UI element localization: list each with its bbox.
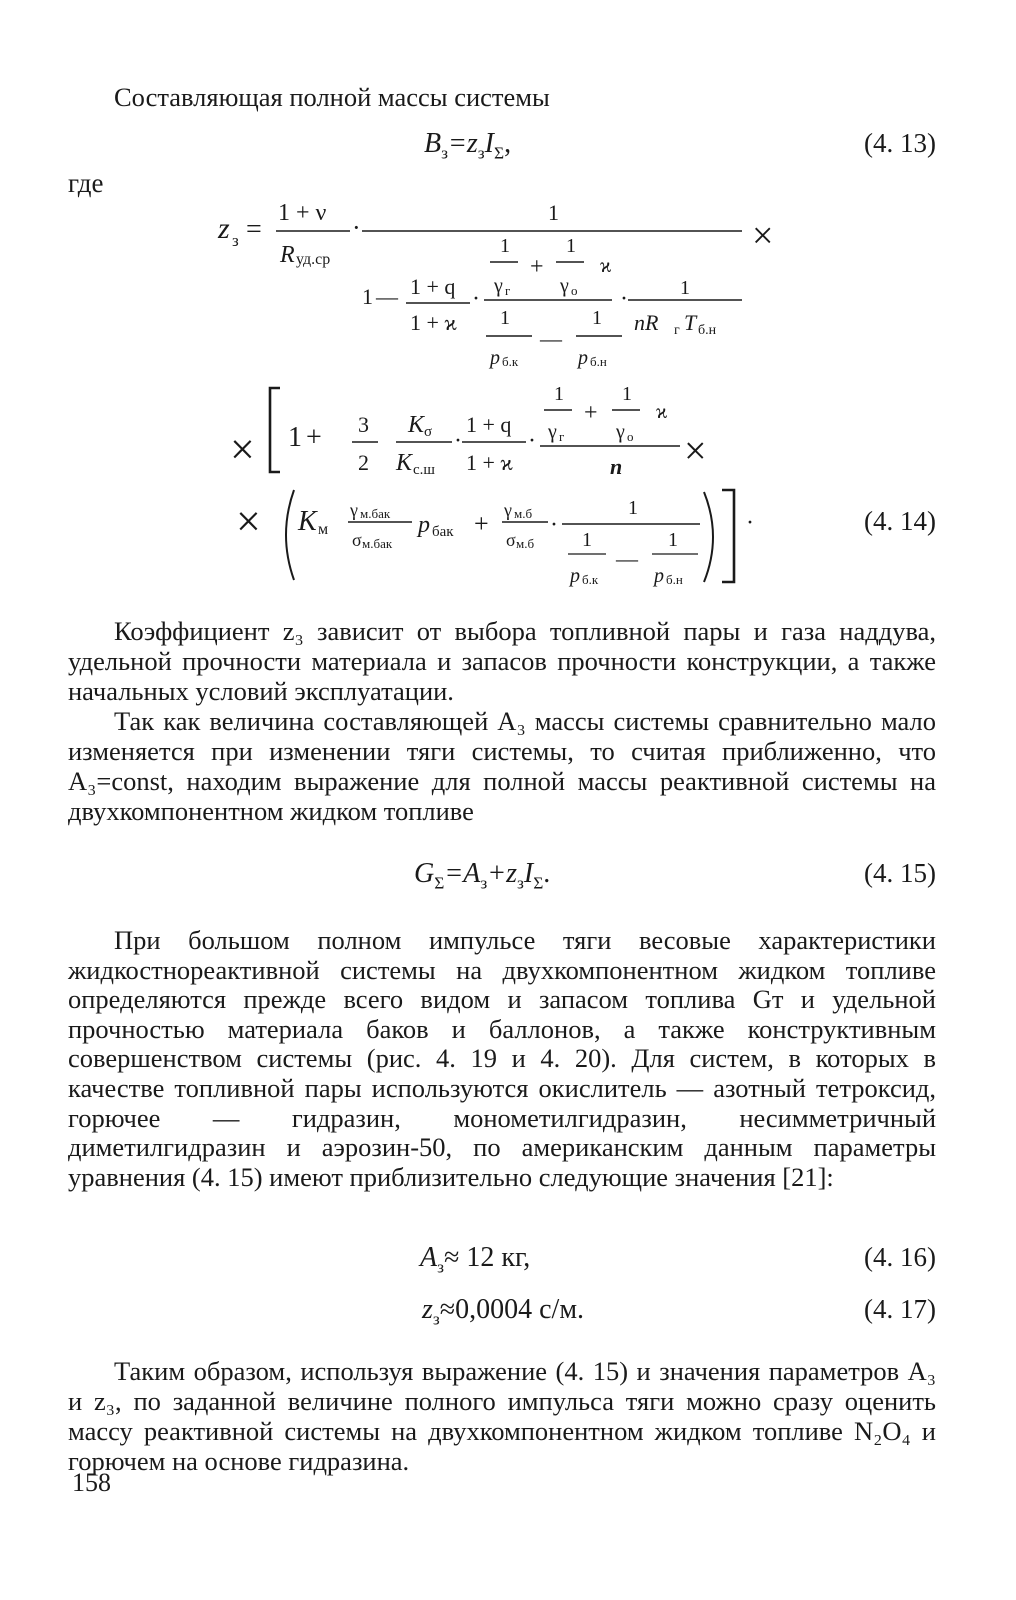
one-g: 1: [288, 422, 302, 453]
gamma-o-a: γ: [560, 275, 569, 297]
big-numerator-one: 1: [548, 200, 559, 225]
gamma-o-b: γ: [616, 421, 625, 443]
sigma-m-bak: σ: [352, 530, 362, 550]
times-2: ×: [230, 425, 255, 474]
gamma-m-b: γ: [504, 500, 512, 520]
dot-f: ·: [550, 512, 558, 538]
nR-sub: г: [674, 323, 680, 338]
intro-line: Составляющая полной массы системы: [114, 82, 550, 112]
one-e: 1: [500, 307, 510, 329]
minus-c: —: [616, 546, 638, 571]
gamma-m-b-sub: м.б: [514, 506, 533, 521]
gamma-m-bak-sub: м.бак: [360, 506, 391, 521]
equation-number-4-14: (4. 14): [864, 506, 936, 536]
n: n: [610, 454, 623, 479]
equation-number-4-13: (4. 13): [864, 128, 936, 158]
one-f: 1: [592, 307, 602, 329]
gamma-g-b: γ: [548, 421, 557, 443]
p-bk-sub-b: б.к: [582, 572, 599, 587]
sub-R: уд.ср: [296, 251, 331, 268]
times-3: ×: [684, 428, 707, 473]
symbol-R: R: [280, 242, 295, 268]
two: 2: [358, 450, 369, 475]
one-i: 1: [622, 383, 632, 405]
dot-e: ·: [528, 428, 536, 454]
paragraph-3: При большом полном импульсе тяги весовые характеристики жидкостнореактивной системы на двухкомпонентном жидком топливе определяются прежде всего видом и запасом топлива Gт и удельной прочностью материала баков и баллонов, а также конструктивным совершенством системы (рис. 4. 19 и 4. 20). Для систем, в которых в качестве топливной пары используются окислитель — азотный тетроксид, горючее — гидразин, монометилгидразин, несимметричный диметилгидразин и аэрозин-50, по американским данным параметры уравнения (4. 15) имеют приблизительно следующие значения [21]:: [68, 925, 936, 1192]
paragraph-2: Так как величина составляющей A₃ массы системы сравнительно мало изменяется при изменении тяги системы, то считая приближенно, что A₃=const, находим выражение для полной массы реактивной системы на двухкомпонентном жидком топливе: [68, 706, 936, 826]
one-c: 1: [362, 284, 373, 309]
gamma-g-sub-b: г: [559, 429, 565, 444]
one-plus-kappa: 1 + ϰ: [410, 310, 457, 335]
equation-number-4-17: (4. 17): [864, 1294, 936, 1324]
one-h: 1: [554, 383, 564, 405]
dot-g: ·: [746, 510, 754, 536]
p-bk-sub-a: б.к: [502, 354, 519, 369]
gamma-g-a: γ: [494, 275, 503, 297]
sigma-m-b-sub: м.б: [516, 536, 535, 551]
three: 3: [358, 412, 369, 437]
T: T: [684, 310, 697, 335]
one-plus-q-b: 1 + q: [466, 412, 512, 437]
symbol-z: z: [218, 212, 230, 245]
plus-d: +: [474, 509, 489, 538]
dot-d: ·: [454, 428, 462, 454]
plus-c: +: [584, 400, 598, 426]
equation-number-4-15: (4. 15): [864, 858, 936, 888]
K-csh-sub: с.ш: [413, 462, 435, 478]
sigma-m-b: σ: [506, 530, 516, 550]
one-b: 1: [566, 235, 576, 257]
K-csh: K: [396, 450, 413, 476]
dot: ·: [352, 213, 361, 242]
K-m: K: [298, 506, 317, 537]
p-bk-a: p: [490, 347, 500, 369]
one-a: 1: [500, 235, 510, 257]
where-word: где: [68, 168, 104, 198]
times-1: ×: [752, 215, 774, 257]
equation-4-17: $z_з\approx 0,0004$ с/м.: [422, 1294, 585, 1329]
plus-a: +: [530, 254, 544, 280]
page-number: 158: [72, 1468, 111, 1497]
p-bn-b: p: [654, 565, 664, 587]
one-d: 1: [680, 277, 690, 299]
gamma-m-bak: γ: [350, 500, 358, 520]
nR: nR: [634, 310, 659, 335]
K-m-sub: м: [318, 521, 329, 538]
K-sigma: K: [408, 412, 425, 438]
equation-4-16: $A_з\approx 12$ кг,: [420, 1242, 531, 1277]
dot-b: ·: [472, 286, 480, 312]
one-j: 1: [628, 497, 638, 519]
paragraph-1: Коэффициент z₃ зависит от выбора топливной пары и газа наддува, удельной прочности материала и запасов прочности конструкции, а также начальных условий эксплуатации.: [68, 616, 936, 706]
minus-a: —: [376, 284, 398, 309]
one-plus-kappa-b: 1 + ϰ: [466, 450, 513, 475]
p-bn-sub-a: б.н: [590, 354, 607, 369]
equals-sign: =: [246, 214, 262, 245]
minus-b: —: [540, 326, 562, 351]
one-plus-q: 1 + q: [410, 274, 456, 299]
T-sub: б.н: [698, 323, 717, 338]
kappa-a: ϰ: [600, 255, 612, 277]
numerator-1-plus-nu: 1 + ν: [278, 200, 327, 226]
p-bn-sub-b: б.н: [666, 572, 683, 587]
kappa-b: ϰ: [656, 401, 668, 423]
p-bak: p: [418, 512, 430, 538]
times-4: ×: [236, 497, 261, 546]
K-sigma-sub: σ: [424, 424, 433, 440]
gamma-g-sub-a: г: [505, 283, 511, 298]
equation-4-15: $G_\Sigma=A_з+z_зI_\Sigma$.: [414, 858, 551, 893]
equation-number-4-16: (4. 16): [864, 1242, 936, 1272]
p-bn-a: p: [578, 347, 588, 369]
dot-c: ·: [620, 286, 628, 312]
p-bk-b: p: [570, 565, 580, 587]
gamma-o-sub-a: о: [571, 283, 578, 298]
sub-z: з: [232, 231, 239, 250]
p-bak-sub: бак: [432, 524, 454, 540]
one-l: 1: [668, 529, 678, 551]
gamma-o-sub-b: о: [627, 429, 634, 444]
sigma-m-bak-sub: м.бак: [362, 536, 393, 551]
equation-4-13: $B_з=z_зI_\Sigma$,: [424, 128, 512, 163]
one-k: 1: [582, 529, 592, 551]
paragraph-4: Таким образом, используя выражение (4. 15) и значения параметров A₃ и z₃, по заданной величине полного импульса тяги можно сразу оценить массу реактивной системы на двухкомпонентном жидком топливе N₂O₄ и горючем на основе гидразина.: [68, 1356, 936, 1476]
plus-b: +: [306, 422, 322, 453]
